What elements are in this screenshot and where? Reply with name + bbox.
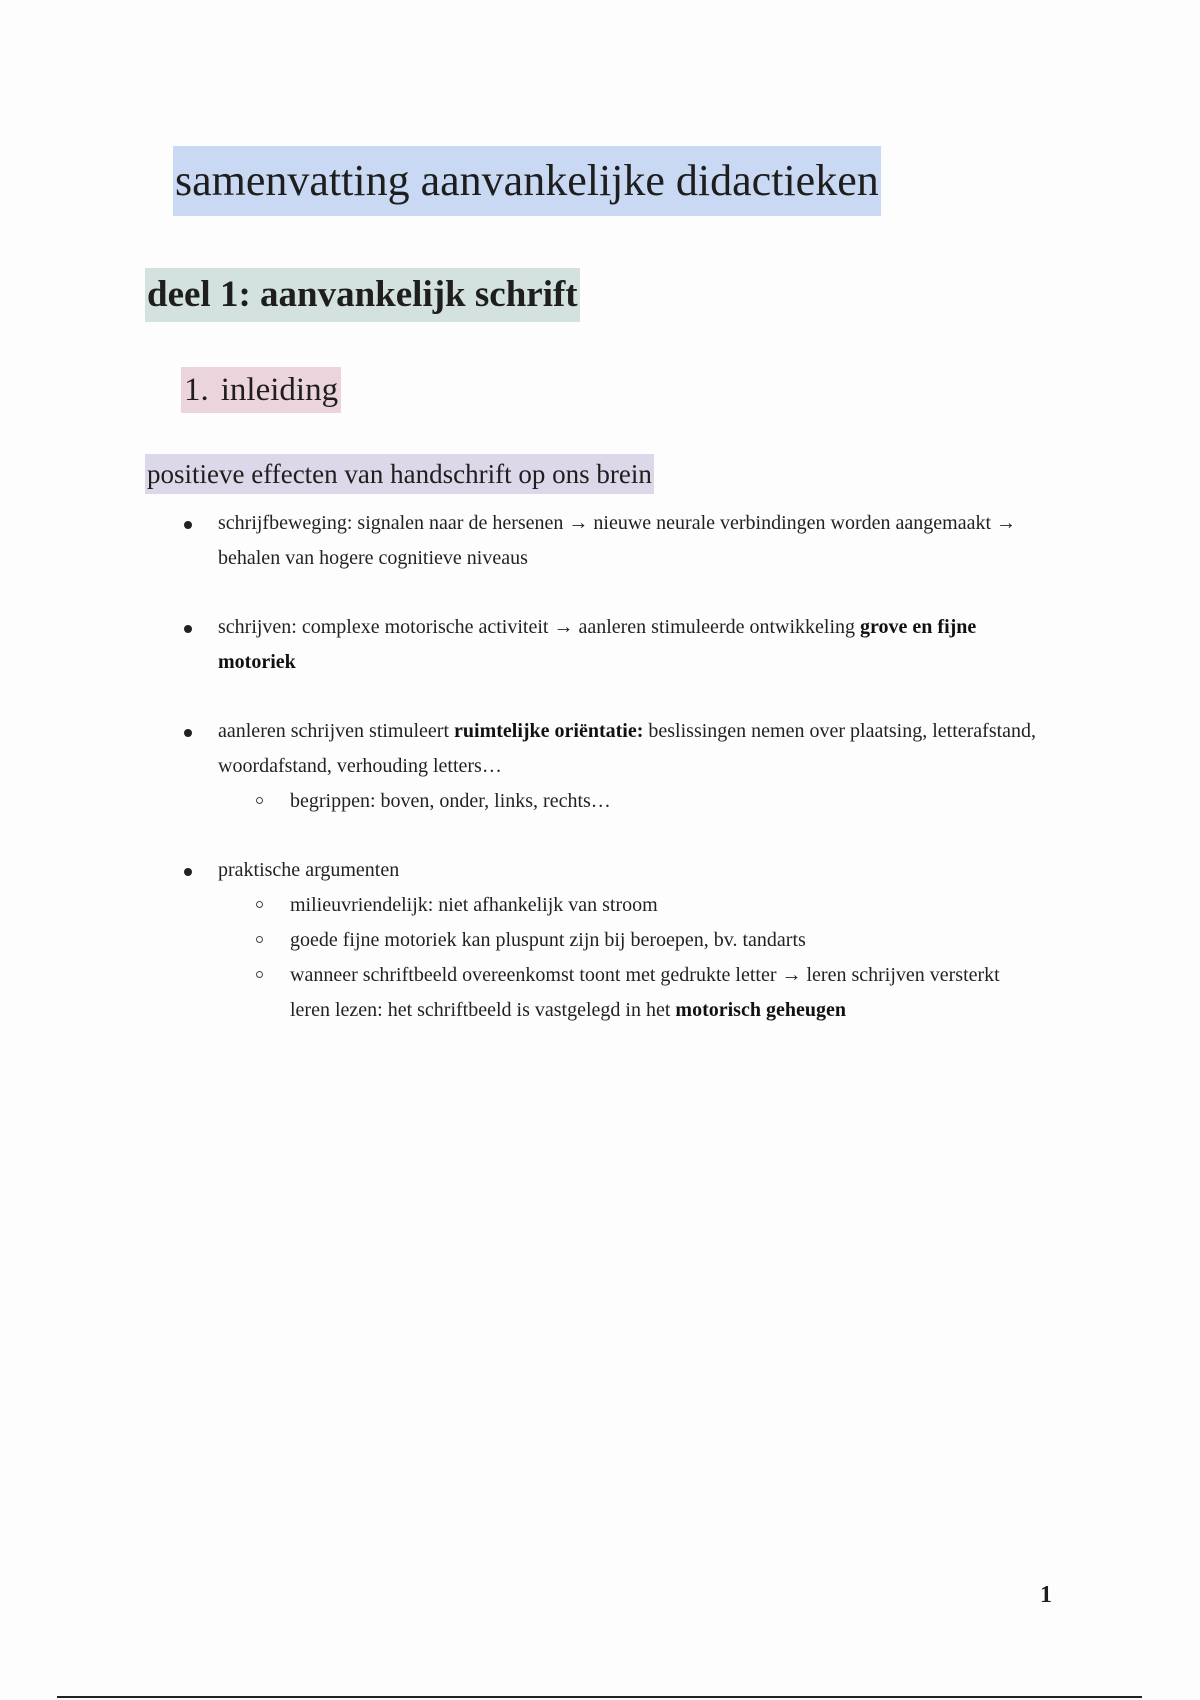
sub-bullet-list — [218, 888, 1058, 1028]
sub-bullet-text: wanneer schriftbeeld overeenkomst toont met gedrukte letter → leren schrijven versterkt leren lezen: het schriftbeeld is vastgelegd in het — [290, 964, 1000, 1021]
bullet-dot-icon — [184, 729, 192, 737]
bullet-item — [0, 853, 1058, 1028]
bullet-text: schrijfbeweging: signalen naar de hersenen → nieuwe neurale verbindingen worden aangemaakt → behalen van hogere cognitieve niveaus — [218, 512, 1017, 569]
bullet-dot-icon — [184, 868, 192, 876]
bullet-bold-text: grove en fijne motoriek — [218, 616, 977, 673]
section-heading — [181, 367, 341, 413]
document-title-block — [173, 146, 881, 216]
document-title: samenvatting aanvankelijke didactieken — [173, 146, 881, 216]
bullet-item — [0, 610, 1058, 680]
bullet-list — [0, 506, 1058, 1062]
sub-bullet-text: milieuvriendelijk: niet afhankelijk van stroom — [290, 894, 658, 916]
bullet-text: schrijven: complexe motorische activiteit → aanleren stimuleerde ontwikkeling — [218, 616, 861, 638]
sub-bullet-text: goede fijne motoriek kan pluspunt zijn bij beroepen, bv. tandarts — [290, 929, 806, 951]
sub-bullet-bold-text: motorisch geheugen — [675, 999, 846, 1021]
subheading: positieve effecten van handschrift op ons brein — [145, 454, 654, 494]
section-label: inleiding — [220, 372, 339, 408]
bottom-divider — [57, 1696, 1142, 1698]
bullet-text-continued: beslissingen nemen over plaatsing, letterafstand, woordafstand, verhouding letters… — [218, 720, 1037, 777]
bullet-dot-icon — [184, 625, 192, 633]
sub-bullet-circle-icon — [256, 936, 263, 943]
sub-bullet-circle-icon — [256, 901, 263, 908]
bullet-item — [0, 714, 1058, 819]
sub-bullet-item — [218, 923, 1010, 958]
page-number: 1 — [1040, 1582, 1052, 1608]
sub-bullet-list — [218, 784, 1058, 819]
bullet-dot-icon — [184, 521, 192, 529]
sub-bullet-item — [218, 958, 1010, 1028]
sub-bullet-item — [218, 888, 1010, 923]
sub-bullet-text: begrippen: boven, onder, links, rechts… — [290, 790, 611, 812]
sub-bullet-circle-icon — [256, 971, 263, 978]
bullet-text: aanleren schrijven stimuleert — [218, 720, 455, 742]
sub-bullet-item — [218, 784, 1010, 819]
section-number: 1. — [184, 372, 209, 408]
bullet-text: praktische argumenten — [218, 859, 400, 881]
part-heading: deel 1: aanvankelijk schrift — [145, 268, 580, 322]
sub-bullet-circle-icon — [256, 797, 263, 804]
bullet-bold-text: ruimtelijke oriëntatie: — [454, 720, 644, 742]
bullet-item — [0, 506, 1058, 576]
